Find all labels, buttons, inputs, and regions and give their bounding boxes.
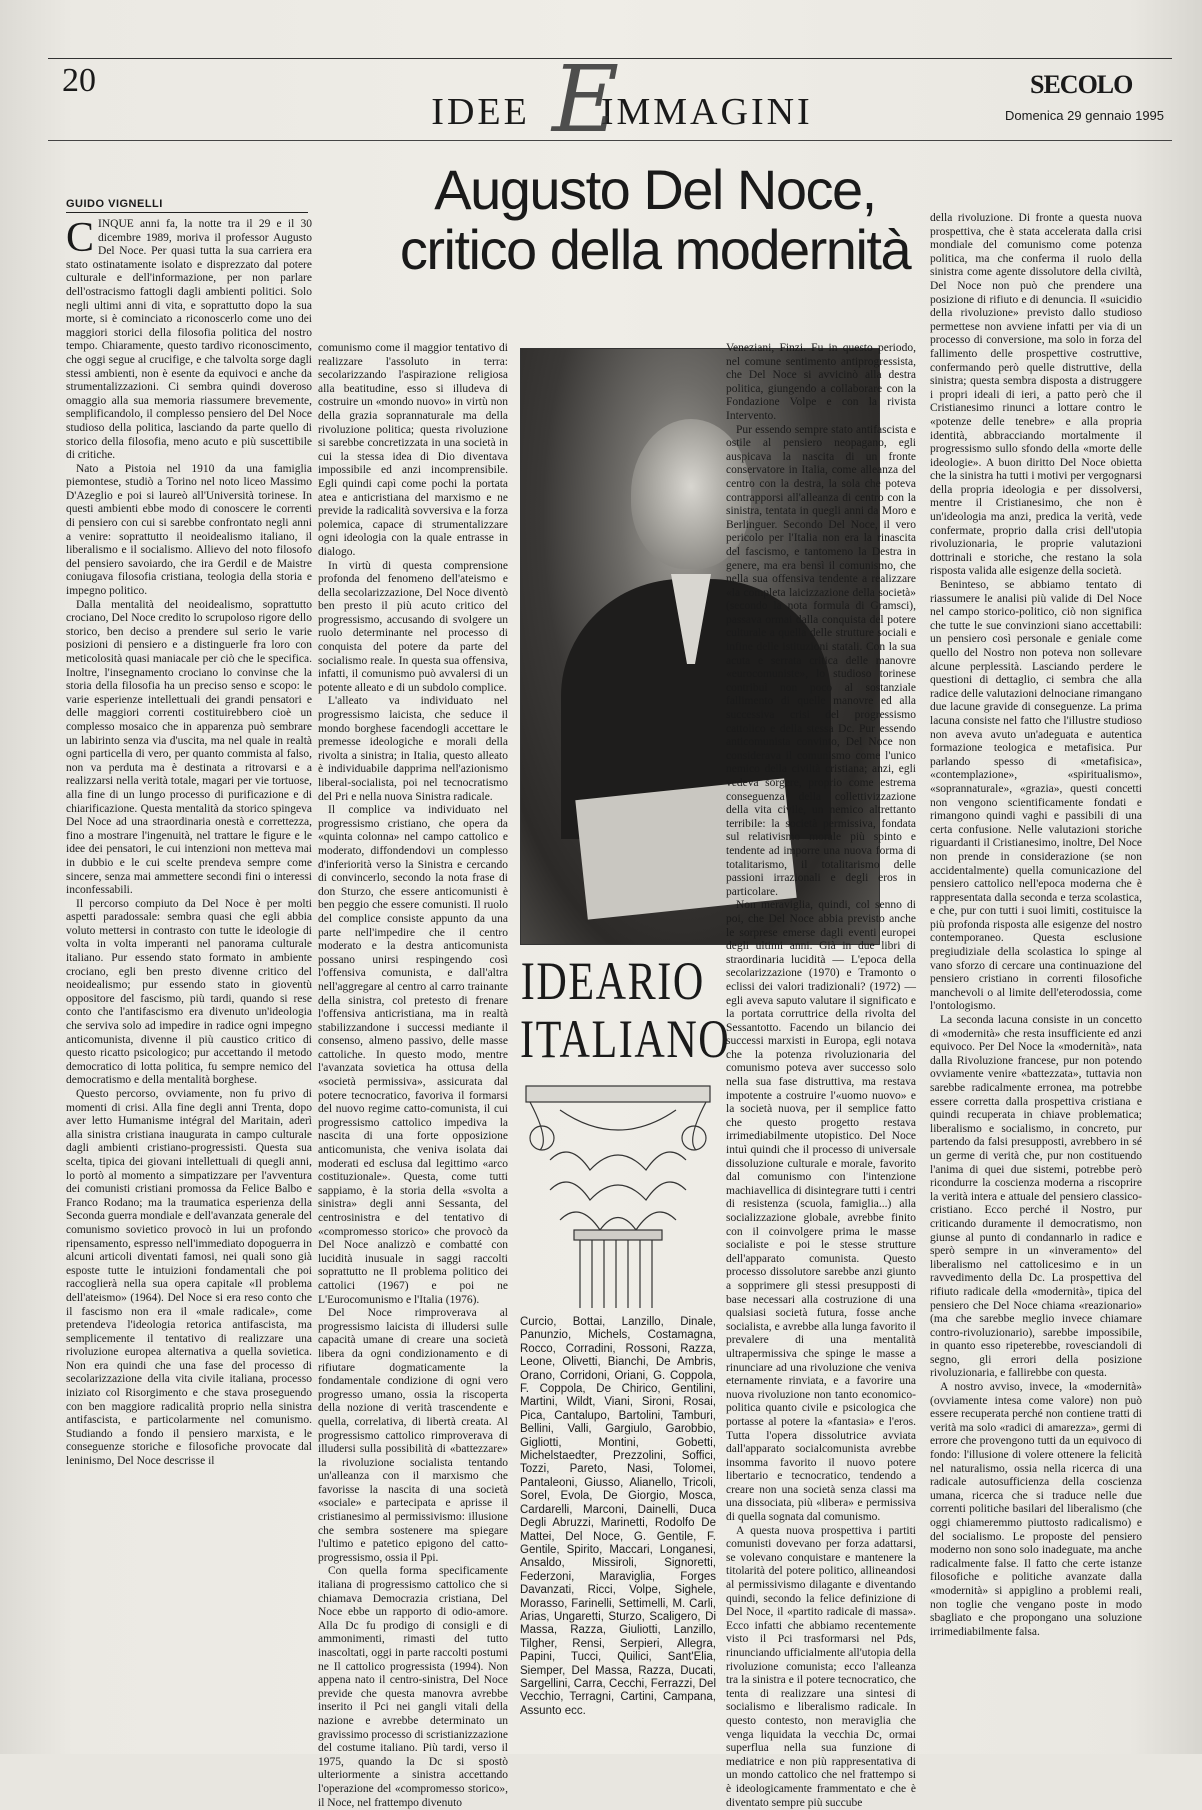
paragraph: Del Noce rimproverava al progressismo laicista di illudersi sulle capacità umane di creare una società libera da ogni condizionamento e di rifiutare dogmaticamente la fondamentale condizione di ogni vero progresso umano, ossia la riscoperta della nozione di verità trascendente e quella, correlativa, di libertà creata. Al progressismo cattolico rimproverava di illudersi sulla possibilità di «battezzare» la rivoluzione socialista tentando un'alleanza con il marxismo che favorisse la nascita di una società «sociale» e partecipata e aprisse il cristianesimo al permissivismo: illusione che sembra sostenere ma spiegare l'ultimo e patetico epigono del catto-progressismo, ossia il Ppi. xyxy=(318,1307,508,1564)
paragraph: Il percorso compiuto da Del Noce è per molti aspetti paradossale: sembra quasi che egli abbia voluto mettersi in contrasto con tutte le ideologie di volta in volta imperanti nel panorama culturale italiano. Pur essendo stato formato in ambiente crociano, egli ben presto divenne critico del neoidealismo; pur essendo stato in gioventù oppositore del fascismo, più tardi, quando si rese conto che l'antifascismo era divenuto un'ideologia che serviva solo ad impedire in radice ogni impegno anticomunista, divenne il più caustico critico di questo ricatto psicologico; pur accettando il metodo democratico di lotta politica, fu sempre nemico del democratismo e della mentalità borghese. xyxy=(66,897,312,1087)
paragraph: A questa nuova prospettiva i partiti comunisti dovevano per forza adattarsi, se volevano conquistare e mantenere la titolarità del potere politico, allineandosi al permissivismo dilagante e diventando quindi, secondo la felice definizione di Del Noce, il «partito radicale di massa». Ecco infatti che abbiamo recentemente visto il Pci trasformarsi nel Pds, rinunciando ufficialmente all'utopia della rivoluzione comunista; ecco l'alleanza tra la sinistra e il potere tecnocratico, che tenta di realizzare una sintesi di socialismo e liberalismo radicale. In questo contesto, non meraviglia che venga liquidata la vecchia Dc, ormai superflua nella sua funzione di mediatrice e non più rappresentativa di un mondo cattolico che nel frattempo si è ideologicamente frammentato e che è diventato sempre più succube xyxy=(726,1524,916,1809)
section-initial: E xyxy=(552,46,623,153)
paragraph: comunismo come il maggior tentativo di realizzare l'assoluto in terra: secolarizzando l'aspirazione religiosa alla beatitudine, esso si illudeva di costruire un «mondo nuovo» in virtù non della grazia soprannaturale ma della rivoluzione politica; questa rivoluzione si sarebbe concretizzata in una società in cui la stessa idea di Dio diventava impossibile ed anzi incomprensibile. Egli quindi capì come pochi la portata atea e anticristiana del marxismo e ne previde la radicalità sovversiva e la forza polemica, capace di strumentalizzare ogni ideologia con la quale entrasse in dialogo. xyxy=(318,342,508,558)
headline xyxy=(375,160,935,280)
ideario-title-line-1: IDEARIO xyxy=(520,951,705,1011)
paragraph: A nostro avviso, invece, la «modernità» (ovviamente intesa come valore) non può essere recuperata perché non contiene tratti di verità ma solo «radici di amarezza», germi di errore che provengono tutti da un equivoco di fondo: l'illusione di volere ottenere la felicità nel naturalismo, ossia nella ricerca di una radicale autosufficienza della coscienza umana, ricerca che si traduce nelle due correnti politiche basilari del liberalismo (che oggi chiameremmo piuttosto radicalismo) e del socialismo. Le proposte del pensiero moderno non sono solo inadeguate, ma anche radicalmente false. Il fatto che certe istanze filosofiche e politiche avanzate dalla «modernità» si appiglino a problemi reali, non toglie che vengano poste in modo sbagliato e che propongano una soluzione irrimediabilmente falsa. xyxy=(930,1381,1142,1638)
byline-rule xyxy=(66,212,308,213)
ideario-names-list: Curcio, Bottai, Lanzillo, Dinale, Panunzio, Michels, Costamagna, Rocco, Corradini, Rossoni, Razza, Leone, Olivetti, Bianchi, De Ambris, Orano, Corridoni, Oriani, G. Coppola, F. Coppola, De Chirico, Gentilini, Martini, Wildt, Viani, Sironi, Rosai, Pica, Cantalupo, Bartolini, Tamburi, Bellini, Valli, Gargiulo, Garobbio, Gigliotti, Montini, Gobetti, Michelstaedter, Prezzolini, Soffici, Tozzi, Pareto, Nasi, Tolomei, Pantaleoni, Giusso, Alianello, Tricoli, Sorel, Evola, De Giorgio, Mosca, Cardarelli, Marconi, Dainelli, Duca Degli Abruzzi, Marinetti, Rodolfo De Mattei, Del Noce, G. Gentile, F. Gentile, Spirito, Maccari, Longanesi, Ansaldo, Missiroli, Signoretti, Federzoni, Maraviglia, Forges Davanzati, Ricci, Volpe, Sighele, Morasso, Farinelli, Settimelli, M. Carli, Arias, Ungaretti, Sturzo, Scaligero, Di Massa, Razza, Giuliotti, Lanzillo, Tilgher, Rensi, Serpieri, Allegra, Papini, Tucci, Quilici, Sant'Elia, Siemper, Del Massa, Razza, Ducati, Sargellini, Carra, Cecchi, Ferrazzi, Del Vecchio, Terragni, Cartini, Campana, Assunto ecc. xyxy=(520,1316,716,1717)
paragraph: INQUE anni fa, la notte tra il 29 e il 30 dicembre 1989, moriva il professor Augusto Del Noce. Per quasi tutta la sua carriera era stato ostinatamente isolato e disprezzato dal potere culturale e dell'informazione, per non parlare dell'ostracismo fattogli dagli ambienti politici. Solo negli ultimi anni di vita, e soprattutto dopo la sua morte, si è cominciato a riconoscerlo come uno dei maggiori storici della filosofia politica del nostro tempo. Chiaramente, questo tardivo riconoscimento, che oggi segue al crucifige, e che talvolta sorge dagli stessi ambienti, non è esente da equivoci e anche da strumentalizzazioni. Ci sembra quindi doveroso omaggio alla sua memoria riassumere brevemente, semplificandolo, il complesso pensiero del Del Noce studioso della politica, lasciando da parte quello di storico della filosofia, meno acuto e più suscettibile di critiche. xyxy=(66,218,312,462)
paragraph: Dalla mentalità del neoidealismo, soprattutto crociano, Del Noce credito lo scrupoloso rigore dello storico, ben deciso a prendere sul serio le varie posizioni di pensiero e a distinguerle fra loro con meticolosità quasi maniacale per ciò che le specifica. Inoltre, l'insegnamento crociano lo convinse che la storia della filosofia ha un preciso senso e scopo: le varie esperienze intellettuali dei grandi pensatori e delle maggiori correnti costituirebbero cioè un complesso mosaico che in apparenza può sembrare un labirinto senza via d'uscita, ma nel quale in realtà ogni particella di vero, per quanto commista al falso, non va perduta ma è destinata a ritrovarsi e a realizzarsi nella verità totale, magari per vie tortuose, alla fine di un lungo processo di purificazione e di chiarificazione. Questa mentalità da storico spingeva Del Noce ad una straordinaria onestà e correttezza, fino a mostrare l'ingenuità, nel trattare le figure e le idee dei pensatori, le cui intenzioni non metteva mai in dubbio e le cui scelte prendeva sempre come sincere, senza mai ammettere secondi fini o interessi inconfessabili. xyxy=(66,598,312,897)
article-column-1 xyxy=(66,215,312,1723)
article-column-2 xyxy=(318,342,509,1809)
ideario-title-line-2: ITALIANO xyxy=(520,1009,731,1069)
author-byline: GUIDO VIGNELLI xyxy=(66,198,163,210)
section-title xyxy=(412,46,832,153)
paragraph: In virtù di questa comprensione profonda del fenomeno dell'ateismo e della secolarizzazione, Del Noce diventò ben presto il più acuto critico del progressismo, accusando di svolgere un ruolo determinante nel processo di conquista del potere da parte del socialismo reale. In questa sua offensiva, infatti, il comunismo può avvalersi di un potente alleato e di un subdolo complice. xyxy=(318,559,508,694)
drop-cap: C xyxy=(66,215,95,261)
paragraph: Veneziani, Finzi. Fu in questo periodo, nel comune sentimento antiprogressista, che Del Noce si avvicinò alla destra politica, giungendo a collaborare con la Fondazione Volpe e con la rivista Intervento. xyxy=(726,342,916,422)
paragraph: Beninteso, se abbiamo tentato di riassumere le analisi più valide di Del Noce nel campo storico-politico, ciò non significa che tutte le sue convinzioni siano accettabili: un pensiero così personale e geniale come quello del Nostro non poteva non sollevare alcune perplessità. Lasciando perdere le questioni di dettaglio, ci sembra che alla radice delle valutazioni delnociane rimangano due lacune gravide di conseguenze. La prima lacuna consiste nel fatto che l'illustre studioso non aveva avuto un'adeguata e autentica formazione teologica e metafisica. Pur parlando spesso di «metafisica», «contemplazione», «spiritualismo», «soprannaturale», «grazia», questi concetti non vengono scientificamente fondati e rimangono quindi vaghi e passibili di una certa confusione. Nelle valutazioni storiche riguardanti il Cristianesimo, inoltre, Del Noce non prende in considerazione (se non accidentalmente) quella comunicazione del pensiero cattolico nell'epoca moderna che è rappresentata dalla seconda e terza scolastica, e che, pur con tutti i suoi limiti, costituisce la più profonda risposta alle esigenze del nostro contemporaneo. Questa esclusione pregiudiziale della scolastica lo spinge al vano sforzo di cercare una continuazione del pensiero cristiano in correnti filosofiche manchevoli o al limite dell'eterodossia, come l'ontologismo. xyxy=(930,579,1143,1013)
page-number: 20 xyxy=(62,62,96,99)
ideario-title xyxy=(520,951,731,1069)
header-rule xyxy=(48,140,1172,141)
paragraph: La seconda lacuna consiste in un concetto di «modernità» che resta insufficiente ed anzi equivoco. Per Del Noce la «modernità», nata dalla Rivoluzione francese, pur non potendo ovviamente venire «battezzata», tuttavia non sarebbe radicalmente erronea, ma potrebbe essere corretta dalla prospettiva cristiana e quindi recuperata in chiave problematica; liberalismo e socialismo, in concreto, pur partendo da falsi presupposti, avrebbero in sé un germe di verità che, pur non costituendo l'anima di quei due sistemi, potrebbe però ricondurre la coscienza moderna a riscoprire la verità intera e attuale del pensiero classico-cristiano. Ecco perché il Nostro, pur criticando duramente il democratismo, non giunse al punto di condannarlo in radice e sperò sempre in un «inveramento» del liberalismo nel cattolicesimo e in un ravvedimento della Dc. La prospettiva del rifiuto radicale della «modernità», tipica del pensiero che Del Noce chiama «reazionario» (ma che sarebbe meglio invece chiamare contro-rivoluzionario), sarebbe impossibile, in quanto esso ripeterebbe, rovesciandoli di segno, gli errori della posizione rivoluzionaria, e fallirebbe con questa. xyxy=(930,1014,1142,1380)
section-left: IDEE xyxy=(431,91,530,133)
article-column-4 xyxy=(930,212,1142,1724)
paragraph: Il complice va individuato nel progressismo cristiano, che opera da «quinta colonna» nel campo cattolico e moderato, diffondendovi un complesso d'inferiorità verso la Sinistra e cercando di convincerlo, secondo la nota frase di don Sturzo, che essere anticomunisti è ben peggio che essere comunisti. Il ruolo del complice consiste appunto da una parte nell'impedire che il centro moderato e la destra anticomunista possano unirsi respingendo così l'offensiva comunista, e dall'altra nell'aggregare al centro al carro trainante della sinistra, col pretesto di frenare l'offensiva anticristiana, ma in realtà stabilizzandone i successi mediante il consenso, almeno passivo, delle masse cattoliche. In questo modo, mentre l'avanzata sovietica ha ottusa della «società permissiva», assicurata dal potere tecnocratico, favoriva il formarsi del nuovo regime catto-comunista, il cui progressismo cattolico impediva la nascita di una forte opposizione anticomunista, che veniva isolata dai moderati ed esclusa dal legittimo «arco costituzionale». Questa, come tutti sappiamo, è la storia della «svolta a sinistra» degli anni Sessanta, del centrosinistra e del tentativo di «compromesso storico» che provocò da Del Noce analizzò e combatté con lucidità inusuale in saggi raccolti soprattutto ne Il problema politico dei cattolici (1967) e poi ne L'Eurocomunismo e l'Italia (1976). xyxy=(318,804,508,1306)
paragraph: Questo percorso, ovviamente, non fu privo di momenti di crisi. Alla fine degli anni Trenta, dopo aver letto Humanisme intégral del Maritain, aderì alla sinistra cristiana inaugurata in campo culturale dagli ambienti cristiano-progressisti. Questa sua scelta, tipica dei giovani intellettuali di quegli anni, lo portò al momento a simpatizzare per l'avventura dei comunisti cristiani promossa da Felice Balbo e Franco Rodano; ma la traumatica esperienza della Seconda guerra mondiale e dell'avanzata generale del comunismo sovietico provocò in lui un profondo ripensamento, espresso nell'immediato dopoguerra in alcuni articoli diventati famosi, nei quali sono già esposte tutte le intuizioni fondamentali che poi raccoglierà nella sua opera capitale «Il problema dell'ateismo» (1964). Del Noce si era reso conto che il fascismo non era il «male radicale», come pretendeva l'ideologia retorica antifascista, ma semplicemente il tentativo di realizzare una rivoluzione europea alternativa a quella sovietica. Non era quindi che una fase del processo di secolarizzazione della vita civile italiana, processo iniziato col Risorgimento e che stava proseguendo con ben maggiore radicalità proprio nella sinistra antifascista, e particolarmente nel comunismo. Studiando a fondo il pensiero marxista, e le conseguenze storiche e filosofiche provocate dal leninismo, Del Noce descrisse il xyxy=(66,1088,312,1468)
paragraph: Pur essendo sempre stato antifascista e ostile al pensiero neopagano, egli auspicava la nascita di un fronte conservatore in Italia, come alleanza del centro con la destra, la sola che poteva contrapporsi all'alleanza di centro con la sinistra, tentata in quegli anni da Moro e Berlinguer. Secondo Del Noce, il vero pericolo per l'Italia non era la rinascita del fascismo, e tantomeno la Destra in genere, ma era bensì il comunismo, che nella sua offensiva tendente a realizzare «la completa laicizzazione della società» (secondo la nota formula di Gramsci), passava ormai dalla conquista del potere culturale a quella delle strutture sociali e infine delle istituzioni statali. Con la sua acuta e serrata critica delle manovre «eurocomuniste», lo studioso torinese contribuì non poco al sostanziale fallimento di quelle manovre ed alla successiva crisi del progressismo cattolico e della stessa Dc. Pur essendo anticomunista convinto, Del Noce non considerava il comunismo come l'unico nemico della civiltà cristiana; anzi, egli vedeva sorgere, proprio come estrema conseguenza della collettivizzazione della vita civile, un nemico altrettanto terribile: la società permissiva, fondata sul relativismo morale più spinto e tendente ad imporre una nuova forma di totalitarismo, il totalitarismo delle passioni irrazionali e degli eros in particolare. xyxy=(726,423,916,898)
issue-date: Domenica 29 gennaio 1995 xyxy=(1005,108,1165,123)
paragraph: della rivoluzione. Di fronte a questa nuova prospettiva, che è stata accelerata dalla crisi mondiale del comunismo come potenza politica, ma che conferma il ruolo della sinistra come agente dissolutore della civiltà, Del Noce non può che prendere una posizione di rifiuto e di denuncia. Il «suicidio della rivoluzione» previsto dallo studioso permettese non avviene infatti per via di un processo di conversione, ma solo in forza del fallimento delle prospettive costruttive, confermando però quelle distruttive, della sinistra; questa sembra disposta a distruggere i propri ideali di ieri, a patto però che il Cristianesimo rinunci a lottare contro le «potenze delle tenebre» e alla propria identità, abbracciando mortalmente il progressismo sullo sfondo della «morte delle ideologie». A buon diritto Del Noce obietta che la sinistra ha tutti i motivi per vergognarsi della propria ideologia e per dissolversi, mentre il Cristianesimo, che non è un'ideologia ma anzi, predica la verità, vede confermate, proprio dalla crisi dell'utopia rivoluzionaria, le proprie valutazioni dottrinali e storiche, che restano la sola risposta valida alle esigenze della società. xyxy=(930,212,1142,578)
column-capital-illustration xyxy=(520,1080,716,1310)
masthead: SECOLO xyxy=(1030,70,1133,99)
paragraph: L'alleato va individuato nel progressismo laicista, che seduce il mondo borghese facendogli accettare le premesse ideologiche e morali della rivolta a sinistra; in Italia, questo alleato è individuabile dapprima nell'azionismo liberal-socialista, poi nel tecnocratismo del Pri e nella nuova Sinistra radicale. xyxy=(318,695,508,803)
headline-line-1: Augusto Del Noce, xyxy=(434,158,876,221)
section-right: IMMAGINI xyxy=(600,91,813,133)
article-column-3 xyxy=(726,342,916,1809)
headline-line-2: critico della modernità xyxy=(399,218,911,281)
paragraph: Non meraviglia, quindi, col senno di poi, che Del Noce abbia previsto anche le sorprese emerse dagli eventi europei degli ultimi anni. Già in due libri di straordinaria lucidità — L'epoca della secolarizzazione (1970) e Tramonto o eclissi dei valori tradizionali? (1972) — egli aveva saputo valutare il significato e la portata corruttrice della rivolta del Sessantotto. Facendo un bilancio dei successi marxisti in Europa, egli notava che la potenza rivoluzionaria del comunismo poteva aver successo solo nella sua fase distruttiva, ma restava impotente a costruire l'«uomo nuovo» e la società nuova, per il semplice fatto che questo progetto restava irrimediabilmente utopistico. Del Noce intuì quindi che il processo di universale dissoluzione culturale e morale, favorito dal comunismo con l'intenzione machiavellica di disintegrare tutti i centri di resistenza (scuola, famiglia...) alla socializzazione globale, avrebbe finito con il coinvolgere prima le masse socialiste e poi le stesse strutture dell'apparato comunista. Questo processo dissolutore sarebbe anzi giunto a sopprimere gli stessi presupposti di base necessari alla costruzione di una qualsiasi società futura, fosse anche socialista, e avrebbe alla lunga favorito il prevalere di una mentalità ultrapermissiva che spinge le masse a rinunciare ad una rivoluzione che veniva eternamente rinviata, e a favorire una nuova rivoluzione non tanto economico-politica quanto civile e psicologica che portasse al potere la «fantasia» e l'eros. Tutta l'opera dissolutrice avviata dall'apparato socialcomunista avrebbe insomma favorito il nuovo potere libertario e tecnocratico, tendendo a creare non una società senza classi ma una dissociata, più «libera» e permissiva di quella sognata dal comunismo. xyxy=(726,899,916,1524)
paragraph: Con quella forma specificamente italiana di progressismo cattolico che si chiamava Democrazia cristiana, Del Noce ebbe un rapporto di odio-amore. Alla Dc fu prodigo di consigli e di ammonimenti, rimasti del tutto inascoltati, oggi in parte raccolti postumi ne Il cattolico progressista (1994). Non appena nato il centro-sinistra, Del Noce previde che questa manovra avrebbe inserito il Pci nei gangli vitali della nazione e avrebbe determinato un gravissimo processo di scristianizzazione del costume italiano. Più tardi, verso il 1975, quando la Dc si spostò ulteriormente a sinistra accettando l'operazione del «compromesso storico», il Noce, nel frattempo divenuto xyxy=(318,1565,509,1809)
paragraph: Nato a Pistoia nel 1910 da una famiglia piemontese, studiò a Torino nel noto liceo Massimo D'Azeglio e poi si laureò all'Università torinese. In questi ambienti ebbe modo di conoscere le correnti di pensiero con cui si sarebbe confrontato negli anni a venire: soprattutto il neoidealismo italiano, il liberalismo e il socialismo. Allievo del noto filosofo del pensiero savoiardo, che ira Gerdil e de Maistre coniugava filosofia cristiana, teologia della storia e impegno politico. xyxy=(66,462,312,598)
